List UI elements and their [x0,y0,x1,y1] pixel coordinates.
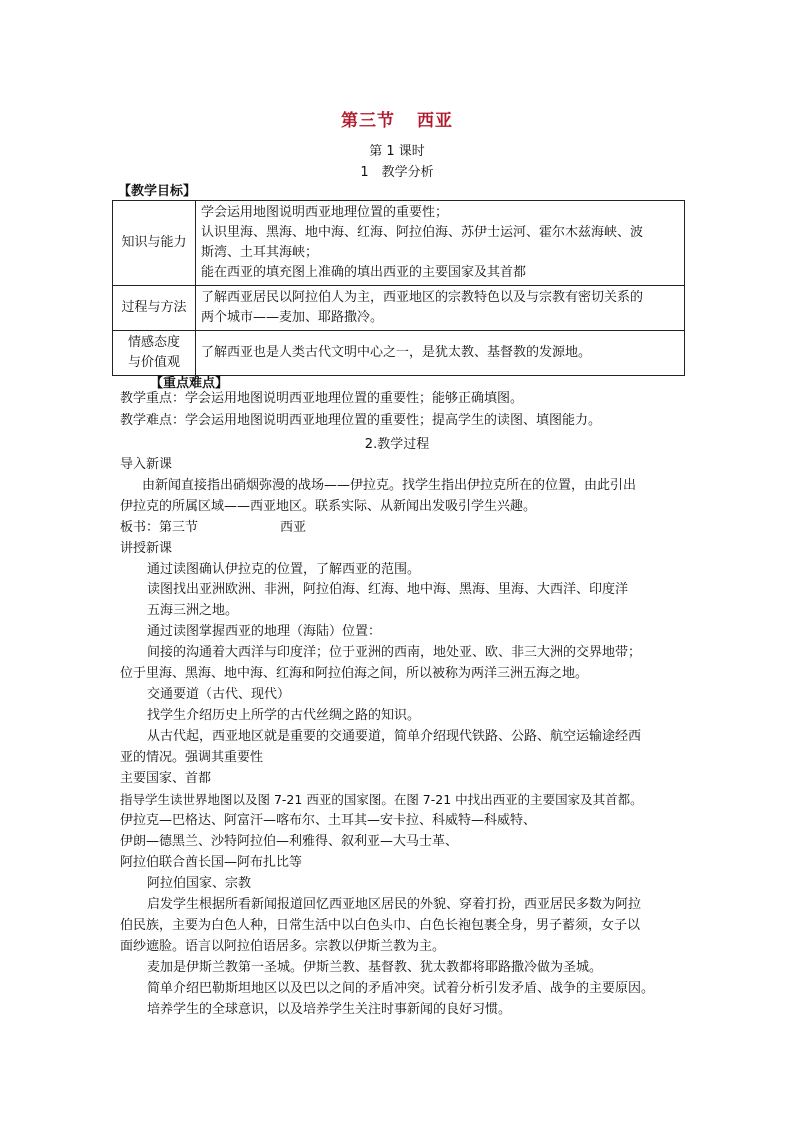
goal-line: 认识里海、黑海、地中海、红海、阿拉伯海、苏伊士运河、霍尔木兹海峡、波 [201,225,644,240]
paragraph-line: 找学生介绍历史上所学的古代丝绸之路的知识。 [147,708,421,723]
paragraph-line: 阿拉伯联合酋长国—阿布扎比等 [120,855,303,870]
goal-label: 过程与方法 [113,286,196,331]
paragraph-line: 位于里海、黑海、地中海、红海和阿拉伯海之间，所以被称为两洋三洲五海之地。 [120,666,589,681]
paragraph-line: 伊拉克—巴格达、阿富汗—喀布尔、土耳其—安卡拉、科威特—科威特、 [120,813,537,828]
intro-heading: 导入新课 [120,457,173,472]
difficult-point: 教学难点：学会运用地图说明西亚地理位置的重要性；提高学生的读图、填图能力。 [120,413,602,428]
new-lesson-heading: 讲授新课 [120,541,173,556]
goal-label-line: 与价值观 [127,355,180,370]
goal-line: 了解西亚居民以阿拉伯人为主，西亚地区的宗教特色以及与宗教有密切关系的 [201,290,644,305]
goal-label: 知识与能力 [113,201,196,286]
goal-content [196,286,685,331]
paragraph-line: 启发学生根据所看新闻报道回忆西亚地区居民的外貌、穿着打扮，西亚居民多数为阿拉 [147,897,642,912]
goals-header: 【教学目标】 [118,184,197,199]
goal-label-line: 情感态度 [127,335,180,350]
goal-line: 了解西亚也是人类古代文明中心之一，是犹太教、基督教的发源地。 [201,345,592,360]
paragraph-line: 主要国家、首都 [120,771,212,786]
paragraph-line: 亚的情况。强调其重要性 [120,750,264,765]
title-region: 西亚 [417,111,453,131]
lesson-number: 第 1 课时 [369,144,425,159]
page-title [0,106,794,131]
goal-row-attitude [113,331,685,376]
goal-line: 学会运用地图说明西亚地理位置的重要性； [201,205,449,220]
paragraph-line: 通过读图掌握西亚的地理（海陆）位置： [147,624,382,639]
board-label: 板书：第三节 [120,520,199,535]
paragraph-line: 交通要道（古代、现代） [147,687,291,702]
key-point: 教学重点：学会运用地图说明西亚地理位置的重要性；能够正确填图。 [120,391,524,406]
teaching-analysis-heading: 1 教学分析 [360,165,434,180]
paragraph-line: 通过读图确认伊拉克的位置，了解西亚的范围。 [147,562,421,577]
goal-label [113,331,196,376]
paragraph-line: 由新闻直接指出硝烟弥漫的战场——伊拉克。找学生指出伊拉克所在的位置，由此引出 [142,478,637,493]
goal-content [196,201,685,286]
paragraph-line: 读图找出亚洲欧洲、非洲，阿拉伯海、红海、地中海、黑海、里海、大西洋、印度洋 [147,582,629,597]
paragraph-line: 面纱遮脸。语言以阿拉伯语居多。宗教以伊斯兰教为主。 [120,939,446,954]
keypoints-header: 【重点难点】 [150,376,229,391]
paragraph-line: 间接的沟通着大西洋与印度洋；位于亚洲的西南，地处亚、欧、非三大洲的交界地带； [147,645,642,660]
goal-line: 两个城市——麦加、耶路撒冷。 [201,310,384,325]
paragraph-line: 麦加是伊斯兰教第一圣城。伊斯兰教、基督教、犹太教都将耶路撒冷做为圣城。 [147,960,603,975]
paragraph-line: 指导学生读世界地图以及图 7-21 西亚的国家图。在图 7-21 中找出西亚的主要国家及其首都。 [120,792,643,807]
goal-line: 能在西亚的填充图上准确的填出西亚的主要国家及其首都 [201,265,527,280]
title-section: 第三节 [341,111,395,131]
paragraph-line: 简单介绍巴勒斯坦地区以及巴以之间的矛盾冲突。试着分析引发矛盾、战争的主要原因。 [147,981,655,996]
paragraph-line: 从古代起，西亚地区就是重要的交通要道，简单介绍现代铁路、公路、航空运输途经西 [147,729,642,744]
board-title: 西亚 [280,520,307,535]
paragraph-line: 阿拉伯国家、宗教 [147,876,252,891]
paragraph-line: 伯民族，主要为白色人种，日常生活中以白色头巾、白色长袍包裹全身，男子蓄须，女子以 [120,918,641,933]
process-title: 2.教学过程 [364,437,430,452]
goal-row-process [113,286,685,331]
goal-row-knowledge [113,201,685,286]
paragraph-line: 伊朗—德黑兰、沙特阿拉伯—利雅得、叙利亚—大马士革、 [120,834,459,849]
goal-content [196,331,685,376]
teaching-goals-table [112,200,685,376]
paragraph-line: 五海三洲之地。 [147,603,239,618]
goal-line: 斯湾、土耳其海峡； [201,245,319,260]
paragraph-line: 伊拉克的所属区域——西亚地区。联系实际、从新闻出发吸引学生兴趣。 [120,499,537,514]
paragraph-line: 培养学生的全球意识，以及培养学生关注时事新闻的良好习惯。 [147,1002,512,1017]
